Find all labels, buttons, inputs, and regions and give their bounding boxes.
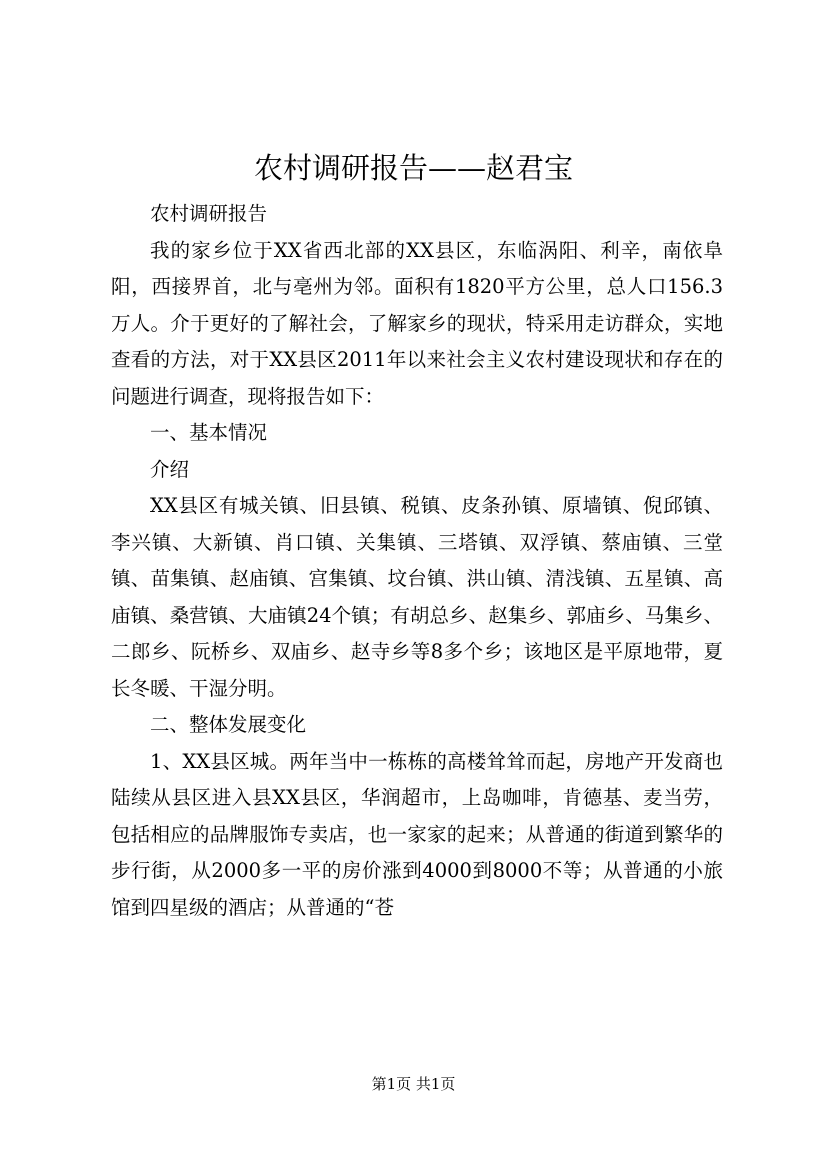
document-title: 农村调研报告——赵君宝 [253, 151, 573, 185]
section-heading-development: 二、整体发展变化 [150, 713, 307, 736]
paragraph-towns: XX县区有城关镇、旧县镇、税镇、皮条孙镇、原墙镇、倪邱镇、李兴镇、大新镇、肖口镇、关集镇、三塔镇、双浮镇、蔡庙镇、三堂镇、苗集镇、赵庙镇、宫集镇、坟台镇、洪山镇、清浅镇、五星镇、高庙镇、桑营镇、大庙镇24个镇；有胡总乡、赵集乡、郭庙乡、马集乡、二郎乡、阮桥乡、双庙乡、赵寺乡等8多个乡；该地区是平原地带，夏长冬暖、干湿分明。 [111, 494, 723, 700]
document-body [111, 196, 723, 926]
paragraph-county-city: 1、XX县区城。两年当中一栋栋的高楼耸耸而起，房地产开发商也陆续从县区进入县XX县区，华润超市，上岛咖啡，肯德基、麦当劳，包括相应的品牌服饰专卖店，也一家家的起来；从普通的街道到繁华的步行街，从2000多一平的房价涨到4000到8000不等；从普通的小旅馆到四星级的酒店；从普通的“苍 [111, 749, 723, 919]
paragraph-subtitle: 农村调研报告 [150, 202, 268, 225]
page-footer: 第1页 共1页 [371, 1075, 456, 1093]
subheading-introduction: 介绍 [150, 457, 190, 481]
paragraph-intro: 我的家乡位于XX省西北部的XX县区，东临涡阳、利辛，南依阜阳，西接界首，北与亳州为邻。面积有1820平方公里，总人口156.3万人。介于更好的了解社会，了解家乡的现状，特采用走访群众，实地查看的方法，对于XX县区2011年以来社会主义农村建设现状和存在的问题进行调查，现将报告如下： [111, 238, 723, 408]
section-heading-basic: 一、基本情况 [150, 421, 268, 444]
